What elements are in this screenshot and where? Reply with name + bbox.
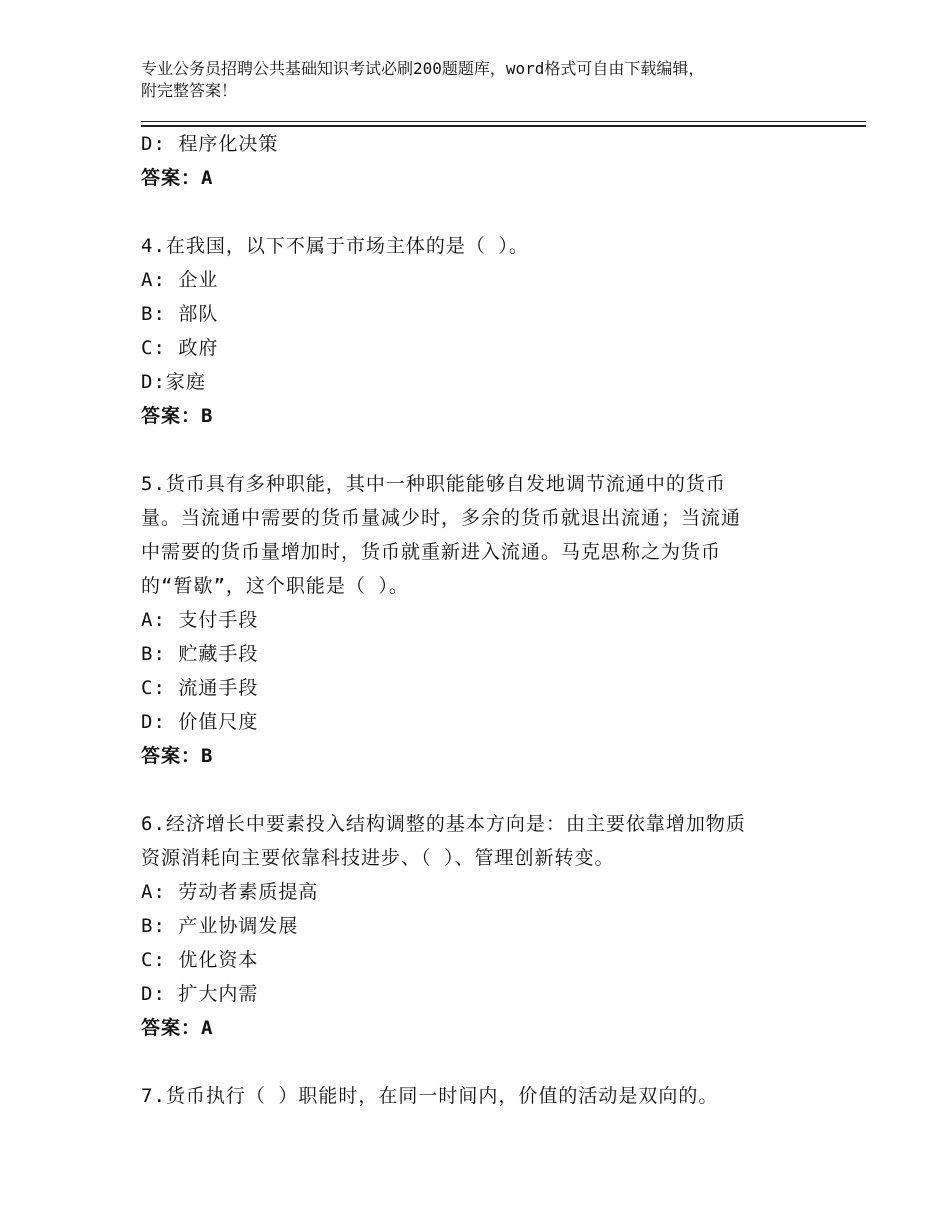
document-body bbox=[141, 129, 841, 1115]
q6-stem-line-2: 资源消耗向主要依靠科技进步、（ ）、管理创新转变。 bbox=[141, 847, 615, 869]
spacer bbox=[141, 435, 841, 469]
q6-option-b: B: 产业协调发展 bbox=[141, 915, 299, 937]
q5-option-b: B: 贮藏手段 bbox=[141, 643, 259, 665]
spacer bbox=[141, 1047, 841, 1081]
q6-answer: 答案：A bbox=[141, 1017, 214, 1039]
q4-option-c: C: 政府 bbox=[141, 337, 219, 359]
q6-option-a: A: 劳动者素质提高 bbox=[141, 881, 319, 903]
page-header bbox=[141, 58, 821, 102]
q4-answer: 答案：B bbox=[141, 405, 214, 427]
q6-option-d: D: 扩大内需 bbox=[141, 983, 259, 1005]
q6-option-c: C: 优化资本 bbox=[141, 949, 259, 971]
q5-stem-line-3: 中需要的货币量增加时，货币就重新进入流通。马克思称之为货币 bbox=[141, 541, 722, 563]
q5-option-c: C: 流通手段 bbox=[141, 677, 259, 699]
spacer bbox=[141, 197, 841, 231]
header-line-1: 专业公务员招聘公共基础知识考试必刷200题题库，word格式可自由下载编辑， bbox=[141, 59, 705, 78]
q6-stem-line-1: 6.经济增长中要素投入结构调整的基本方向是：由主要依靠增加物质 bbox=[141, 813, 746, 835]
q4-stem: 4.在我国，以下不属于市场主体的是（ ）。 bbox=[141, 235, 529, 257]
q4-option-a: A: 企业 bbox=[141, 269, 219, 291]
spacer bbox=[141, 775, 841, 809]
q4-option-b: B: 部队 bbox=[141, 303, 219, 325]
q7-stem-line-1: 7.货币执行（ ）职能时，在同一时间内，价值的活动是双向的。 bbox=[141, 1085, 719, 1107]
prev-option-d: D: 程序化决策 bbox=[141, 133, 279, 155]
header-line-2: 附完整答案！ bbox=[141, 81, 238, 100]
q5-answer: 答案：B bbox=[141, 745, 214, 767]
prev-answer: 答案：A bbox=[141, 167, 214, 189]
q5-stem-line-2: 量。当流通中需要的货币量减少时，多余的货币就退出流通；当流通 bbox=[141, 507, 742, 529]
q4-option-d: D:家庭 bbox=[141, 371, 206, 393]
header-rule-thin bbox=[141, 121, 866, 122]
header-rule-thick bbox=[141, 125, 866, 127]
q5-option-d: D: 价值尺度 bbox=[141, 711, 259, 733]
q5-stem-line-1: 5.货币具有多种职能，其中一种职能能够自发地调节流通中的货币 bbox=[141, 473, 726, 495]
q5-option-a: A: 支付手段 bbox=[141, 609, 259, 631]
q5-stem-line-4: 的“暂歇”，这个职能是（ ）。 bbox=[141, 575, 409, 597]
